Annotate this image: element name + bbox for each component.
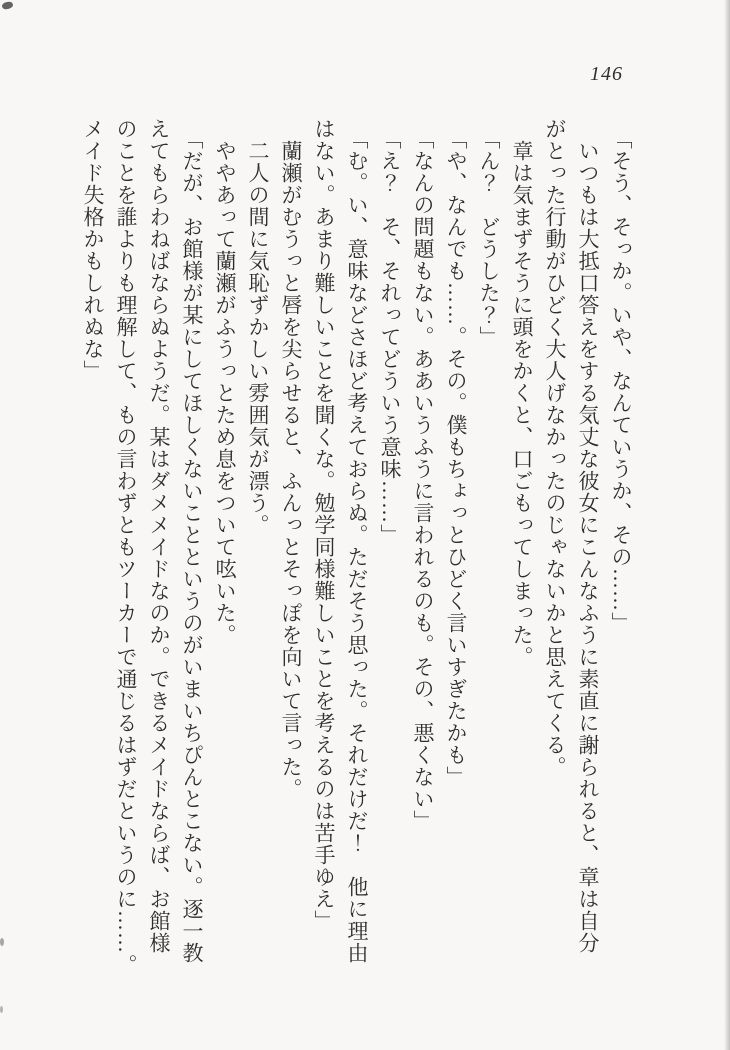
text-column-11: 蘭瀬がむうっと唇を尖らせると、ふんっとそっぽを向いて言った。 <box>279 140 303 800</box>
text-column-13: ややあって蘭瀬がふうっとため息をついて呟いた。 <box>213 140 237 646</box>
text-column-5: 「ん？ どうした？」 <box>477 128 501 348</box>
text-column-1: 「そう、そっか。いや、なんていうか、その……」 <box>609 128 633 634</box>
text-column-17: メイド失格かもしれぬな」 <box>81 118 105 382</box>
scan-speck-left-low <box>0 1006 3 1013</box>
page-edge-shadow <box>724 0 730 1050</box>
text-column-10: はない。あまり難しいことを聞くな。勉学同様難しいことを考えるのは苦手ゆえ」 <box>312 118 336 932</box>
scan-speck-left-mid <box>0 938 4 946</box>
text-column-4: 章は気まずそうに頭をかくと、口ごもってしまった。 <box>510 140 534 668</box>
text-column-9: 「む。い、意味などさほど考えておらぬ。ただそう思った。それだけだ！ 他に理由 <box>345 128 369 964</box>
text-column-3: がとった行動がひどく大人げなかったのじゃないかと思えてくる。 <box>543 118 567 778</box>
text-column-8: 「え？ そ、それってどういう意味……」 <box>378 128 402 546</box>
text-column-15: えてもらわねばならぬようだ。某はダメメイドなのか。できるメイドならば、お館様 <box>147 118 171 954</box>
text-column-12: 二人の間に気恥ずかしい雰囲気が漂う。 <box>246 140 270 536</box>
text-column-2: いつもは大抵口答えをする気丈な彼女にこんなふうに素直に謝られると、章は自分 <box>576 140 600 954</box>
text-column-7: 「なんの問題もない。ああいうふうに言われるのも。その、悪くない」 <box>411 128 435 832</box>
scan-speck-top-left <box>1 1 13 10</box>
text-block <box>75 118 637 976</box>
text-column-6: 「や、なんでも……。その。僕もちょっとひどく言いすぎたかも」 <box>444 128 468 788</box>
text-column-16: のことを誰よりも理解して、もの言わずともツーカーで通じるはずだというのに……。 <box>114 118 138 976</box>
text-column-14: 「だが、お館様が某にしてほしくないことというのがいまいちぴんとこない。逐一教 <box>180 128 204 964</box>
page-number: 146 <box>590 63 623 85</box>
